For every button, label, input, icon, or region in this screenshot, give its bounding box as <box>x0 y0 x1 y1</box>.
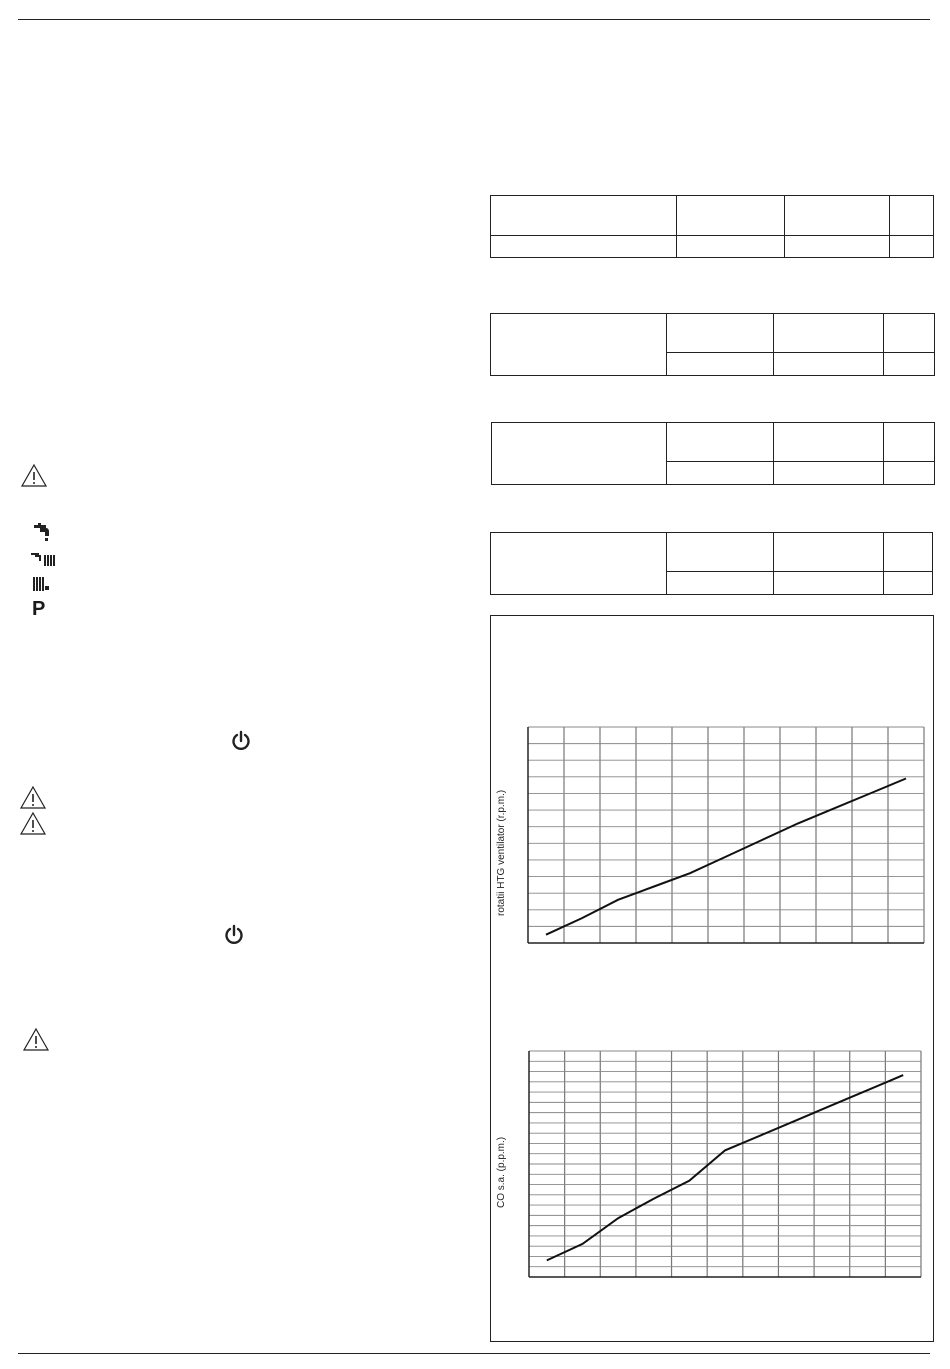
tap-radiator-icon <box>30 551 60 567</box>
table-cell <box>884 353 935 376</box>
table-cell <box>667 314 774 353</box>
table-cell <box>677 196 785 236</box>
table-cell <box>884 423 935 462</box>
table-cell <box>667 533 774 572</box>
radiator-icon <box>32 575 52 593</box>
bottom-rule <box>18 1353 930 1354</box>
table-cell <box>890 196 934 236</box>
top-rule <box>18 19 930 20</box>
spec-table-1 <box>490 195 934 258</box>
table-row <box>492 423 935 462</box>
table-row <box>491 314 935 353</box>
power-icon <box>231 730 251 752</box>
spec-table-4 <box>490 532 933 595</box>
warning-icon <box>19 785 47 811</box>
warning-icon <box>22 1027 50 1053</box>
table-cell <box>491 533 667 595</box>
table-cell <box>667 423 774 462</box>
table-cell <box>492 423 667 485</box>
table-cell <box>785 236 890 258</box>
table-cell <box>677 236 785 258</box>
table-cell <box>667 462 774 485</box>
table-cell <box>667 572 774 595</box>
table-cell <box>491 236 677 258</box>
tap-icon <box>32 523 52 543</box>
warning-icon <box>20 463 48 489</box>
table-cell <box>774 572 884 595</box>
table-cell <box>774 462 884 485</box>
warning-icon <box>19 811 47 837</box>
table-row <box>491 236 934 258</box>
chart-1-y-axis-label: rotatii HTG ventilator (r.p.m.) <box>496 789 507 916</box>
table-cell <box>774 353 884 376</box>
chart-frame <box>490 615 934 1342</box>
parking-p-icon: P <box>32 598 46 620</box>
table-cell <box>667 353 774 376</box>
table-cell <box>774 314 884 353</box>
fan-speed-chart <box>491 616 935 1343</box>
table-row <box>491 533 933 572</box>
spec-table-2 <box>490 313 935 376</box>
table-cell <box>774 533 884 572</box>
table-cell <box>884 314 935 353</box>
table-cell <box>491 314 667 376</box>
table-cell <box>884 572 933 595</box>
table-cell <box>884 533 933 572</box>
table-cell <box>491 196 677 236</box>
power-icon <box>224 924 244 946</box>
spec-table-3 <box>491 422 935 485</box>
table-cell <box>785 196 890 236</box>
table-cell <box>774 423 884 462</box>
table-cell <box>890 236 934 258</box>
table-row <box>491 196 934 236</box>
chart-2-y-axis-label: CO s.a. (p.p.m.) <box>496 1136 507 1208</box>
table-cell <box>884 462 935 485</box>
